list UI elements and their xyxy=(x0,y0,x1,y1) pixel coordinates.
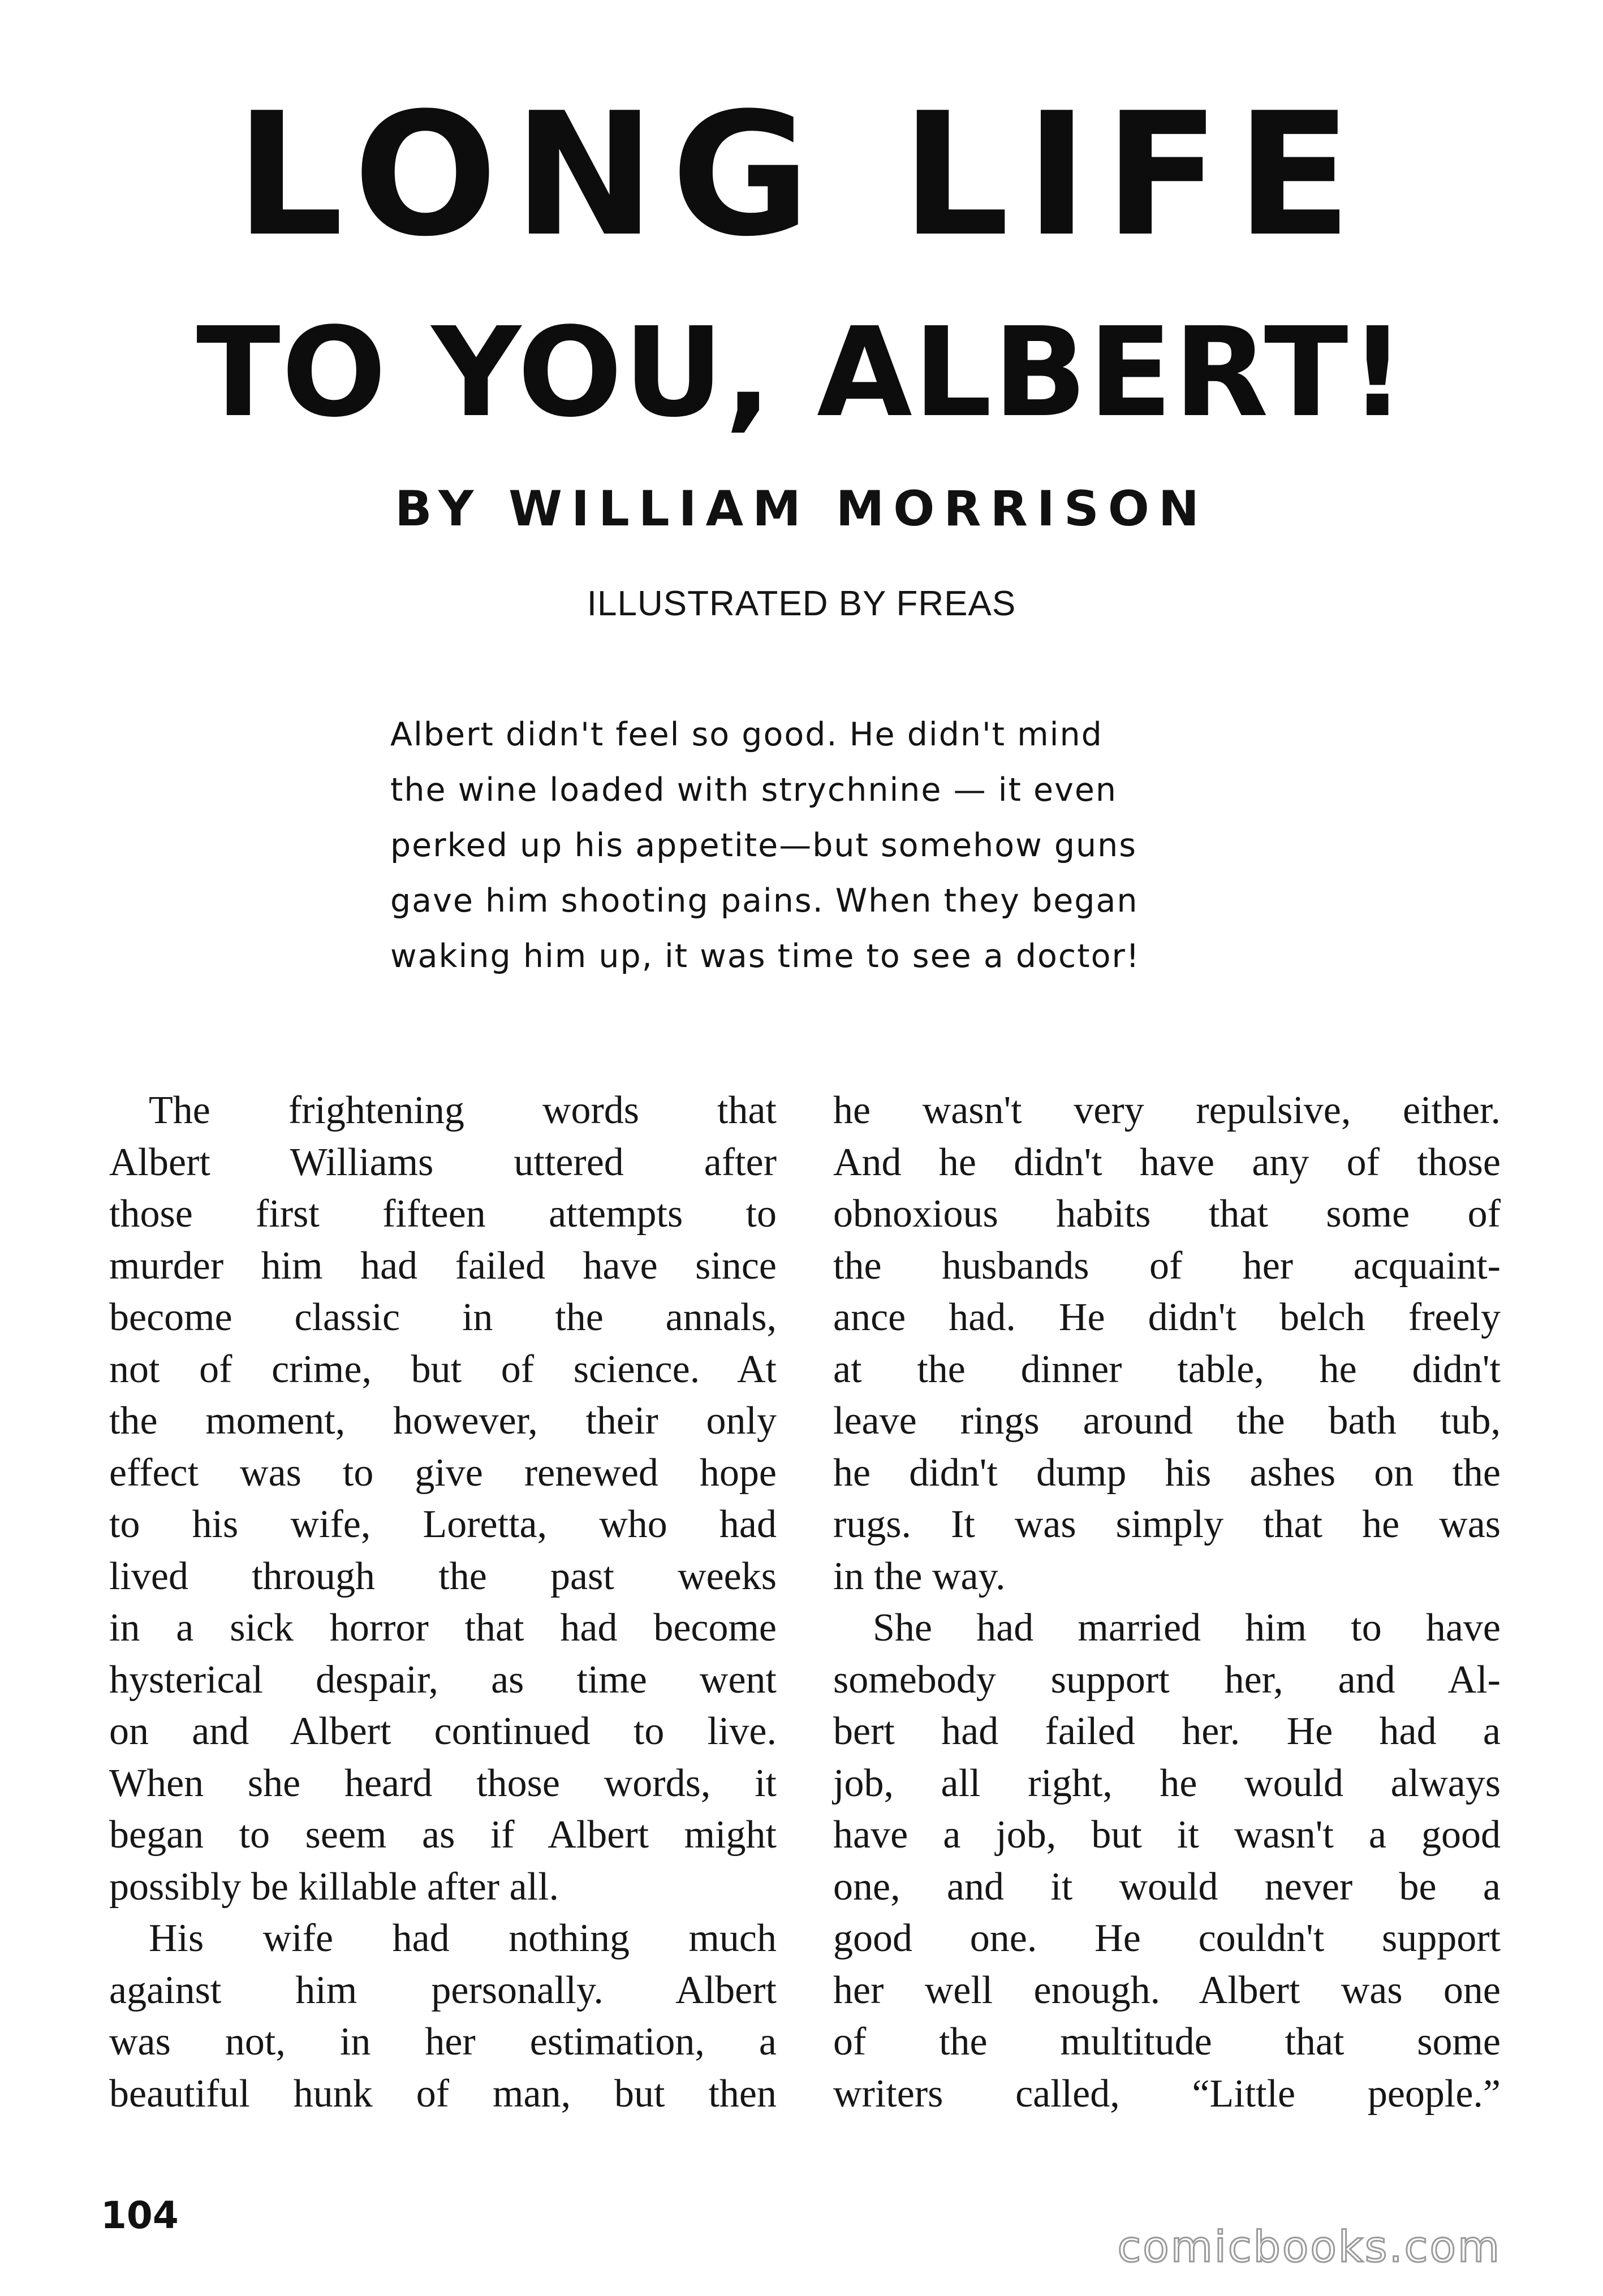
blurb-line: the wine loaded with strychnine — it even xyxy=(390,771,1118,809)
text-line: of the multitude that some xyxy=(833,2020,1501,2064)
text-line: And he didn't have any of those xyxy=(833,1140,1501,1184)
story-blurb xyxy=(390,707,1273,984)
text-line: His wife had nothing much xyxy=(149,1917,777,1960)
text-line: writers called, “Little people.” xyxy=(833,2071,1501,2116)
text-line: beautiful hunk of man, but then xyxy=(109,2071,777,2116)
text-line: he wasn't very repulsive, either. xyxy=(833,1089,1501,1132)
body-column-right xyxy=(833,1085,1501,2120)
text-line: effect was to give renewed hope xyxy=(109,1451,777,1495)
text-line: job, all right, he would always xyxy=(833,1761,1501,1805)
text-line: have a job, but it wasn't a good xyxy=(833,1813,1501,1857)
text-line: become classic in the annals, xyxy=(109,1296,777,1339)
text-line: the moment, however, their only xyxy=(109,1399,777,1443)
text-line: The frightening words that xyxy=(149,1089,777,1132)
text-line: When she heard those words, it xyxy=(109,1761,777,1805)
text-line: was not, in her estimation, a xyxy=(109,2020,777,2064)
text-line: She had married him to have xyxy=(873,1606,1501,1650)
text-line: those first fifteen attempts to xyxy=(109,1192,777,1236)
text-line: he didn't dump his ashes on the xyxy=(833,1451,1501,1495)
text-line: leave rings around the bath tub, xyxy=(833,1399,1501,1443)
text-line: the husbands of her acquaint- xyxy=(833,1244,1501,1288)
text-line: lived through the past weeks xyxy=(109,1554,777,1598)
text-line: good one. He couldn't support xyxy=(833,1917,1501,1960)
text-line: ance had. He didn't belch freely xyxy=(833,1296,1501,1339)
blurb-line: Albert didn't feel so good. He didn't mind xyxy=(390,716,1103,753)
text-line: at the dinner table, he didn't xyxy=(833,1347,1501,1391)
author-byline: BY WILLIAM MORRISON xyxy=(395,481,1208,537)
text-line: in a sick horror that had become xyxy=(109,1606,777,1650)
text-line: hysterical despair, as time went xyxy=(109,1658,777,1702)
text-line: bert had failed her. He had a xyxy=(833,1710,1501,1753)
blurb-line: perked up his appetite—but somehow guns xyxy=(390,827,1137,864)
story-title-line-2: TO YOU, ALBERT! xyxy=(196,301,1407,444)
illustrator-credit: ILLUSTRATED BY FREAS xyxy=(587,584,1016,623)
blurb-line: waking him up, it was time to see a doctor! xyxy=(390,938,1140,975)
text-line: Albert Williams uttered after xyxy=(109,1140,777,1184)
body-column-left xyxy=(109,1085,777,2120)
blurb-line: gave him shooting pains. When they began xyxy=(390,882,1139,920)
text-line: to his wife, Loretta, who had xyxy=(109,1503,777,1546)
text-line: on and Albert continued to live. xyxy=(109,1710,777,1753)
text-line: one, and it would never be a xyxy=(833,1865,1501,1909)
page-number: 104 xyxy=(101,2194,179,2237)
text-line: in the way. xyxy=(833,1554,1006,1598)
text-line: possibly be killable after all. xyxy=(109,1865,559,1909)
text-line: against him personally. Albert xyxy=(109,1968,777,2012)
story-title-line-1: LONG LIFE xyxy=(235,76,1368,274)
watermark: comicbooks.com xyxy=(1117,2221,1501,2272)
text-line: not of crime, but of science. At xyxy=(109,1347,777,1391)
text-line: her well enough. Albert was one xyxy=(833,1968,1501,2012)
text-line: rugs. It was simply that he was xyxy=(833,1503,1501,1546)
text-line: somebody support her, and Al- xyxy=(833,1658,1501,1702)
text-line: began to seem as if Albert might xyxy=(109,1813,777,1857)
text-line: obnoxious habits that some of xyxy=(833,1192,1501,1236)
text-line: murder him had failed have since xyxy=(109,1244,777,1288)
